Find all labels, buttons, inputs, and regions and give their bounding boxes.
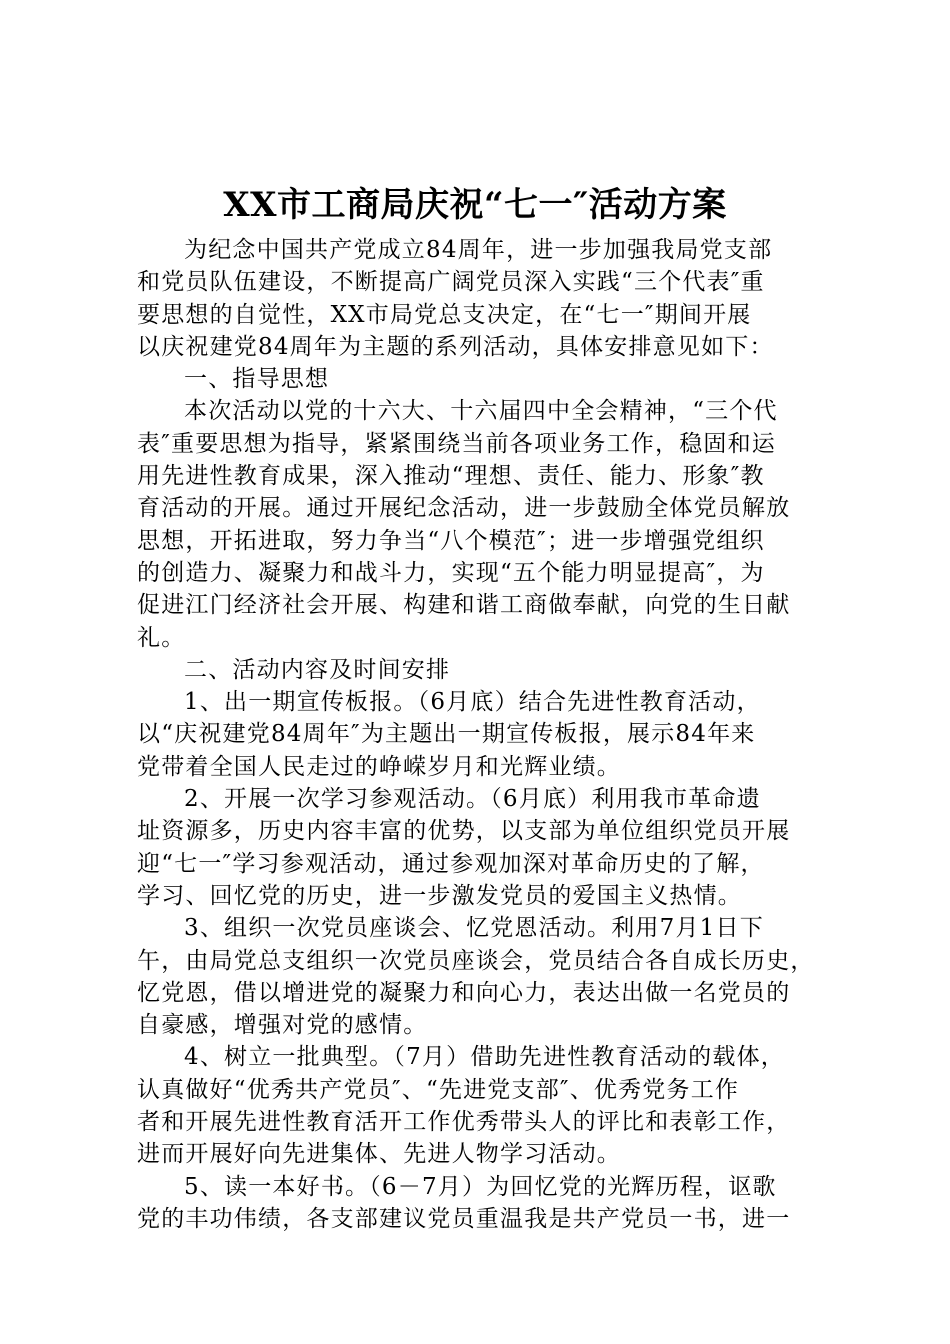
paragraph-line: 5、读一本好书。（6－7月）为回忆党的光辉历程，讴歌 bbox=[184, 1173, 777, 1200]
paragraph-line: 进而开展好向先进集体、先进人物学习活动。 bbox=[137, 1141, 621, 1168]
paragraph-line: 迎“七一″学习参观活动，通过参观加深对革命历史的了解， bbox=[137, 850, 765, 877]
paragraph-line: 以“庆祝建党84周年″为主题出一期宣传板报，展示84年来 bbox=[137, 721, 756, 748]
paragraph-line: 午，由局党总支组织一次党员座谈会，党员结合各自成长历史， bbox=[137, 947, 815, 974]
paragraph-line: 忆党恩，借以增进党的凝聚力和向心力，表达出做一名党员的 bbox=[137, 979, 791, 1006]
paragraph-line: 党的丰功伟绩，各支部建议党员重温我是共产党员一书，进一 bbox=[137, 1205, 791, 1232]
paragraph-line: 为纪念中国共产党成立84周年，进一步加强我局党支部 bbox=[184, 237, 773, 263]
paragraph-line: 的创造力、凝聚力和战斗力，实现“五个能力明显提高″，为 bbox=[137, 559, 765, 586]
paragraph-line: 认真做好“优秀共产党员″、“先进党支部″、优秀党务工作 bbox=[137, 1076, 740, 1103]
document-title: XX市工商局庆祝“七一″活动方案 bbox=[223, 185, 727, 225]
paragraph-line: 者和开展先进性教育活开工作优秀带头人的评比和表彰工作， bbox=[137, 1109, 791, 1136]
paragraph-line: 址资源多，历史内容丰富的优势，以支部为单位组织党员开展 bbox=[137, 818, 791, 845]
section-heading: 一、指导思想 bbox=[184, 366, 330, 393]
paragraph-line: 4、树立一批典型。（7月）借助先进性教育活动的载体， bbox=[184, 1044, 785, 1071]
paragraph-line: 3、组织一次党员座谈会、忆党恩活动。利用7月1日下 bbox=[184, 915, 764, 942]
paragraph-line: 育活动的开展。通过开展纪念活动，进一步鼓励全体党员解放 bbox=[137, 495, 791, 522]
paragraph-line: 本次活动以党的十六大、十六届四中全会精神，“三个代 bbox=[184, 398, 778, 425]
section-heading: 二、活动内容及时间安排 bbox=[184, 656, 451, 683]
paragraph-line: 促进江门经济社会开展、构建和谐工商做奉献，向党的生日献 bbox=[137, 592, 791, 619]
document-body bbox=[137, 234, 827, 1235]
paragraph-line: 用先进性教育成果，深入推动“理想、责任、能力、形象″教 bbox=[137, 463, 765, 490]
paragraph-line: 思想，开拓进取，努力争当“八个模范″；进一步增强党组织 bbox=[137, 527, 765, 554]
paragraph-line: 党带着全国人民走过的峥嵘岁月和光辉业绩。 bbox=[137, 753, 621, 780]
paragraph-line: 表″重要思想为指导，紧紧围绕当前各项业务工作，稳固和运 bbox=[137, 430, 776, 457]
paragraph-line: 以庆祝建党84周年为主题的系列活动，具体安排意见如下： bbox=[137, 333, 774, 360]
paragraph-line: 和党员队伍建设，不断提高广阔党员深入实践“三个代表″重 bbox=[137, 269, 765, 296]
paragraph-line: 礼。 bbox=[137, 624, 186, 651]
paragraph-line: 学习、回忆党的历史，进一步激发党员的爱国主义热情。 bbox=[137, 882, 742, 909]
paragraph-line: 1、出一期宣传板报。（6月底）结合先进性教育活动， bbox=[184, 689, 761, 716]
paragraph-line: 自豪感，增强对党的感情。 bbox=[137, 1012, 428, 1039]
paragraph-line: 要思想的自觉性，XX市局党总支决定，在“七一″期间开展 bbox=[137, 301, 752, 328]
paragraph-line: 2、开展一次学习参观活动。（6月底）利用我市革命遗 bbox=[184, 786, 761, 813]
